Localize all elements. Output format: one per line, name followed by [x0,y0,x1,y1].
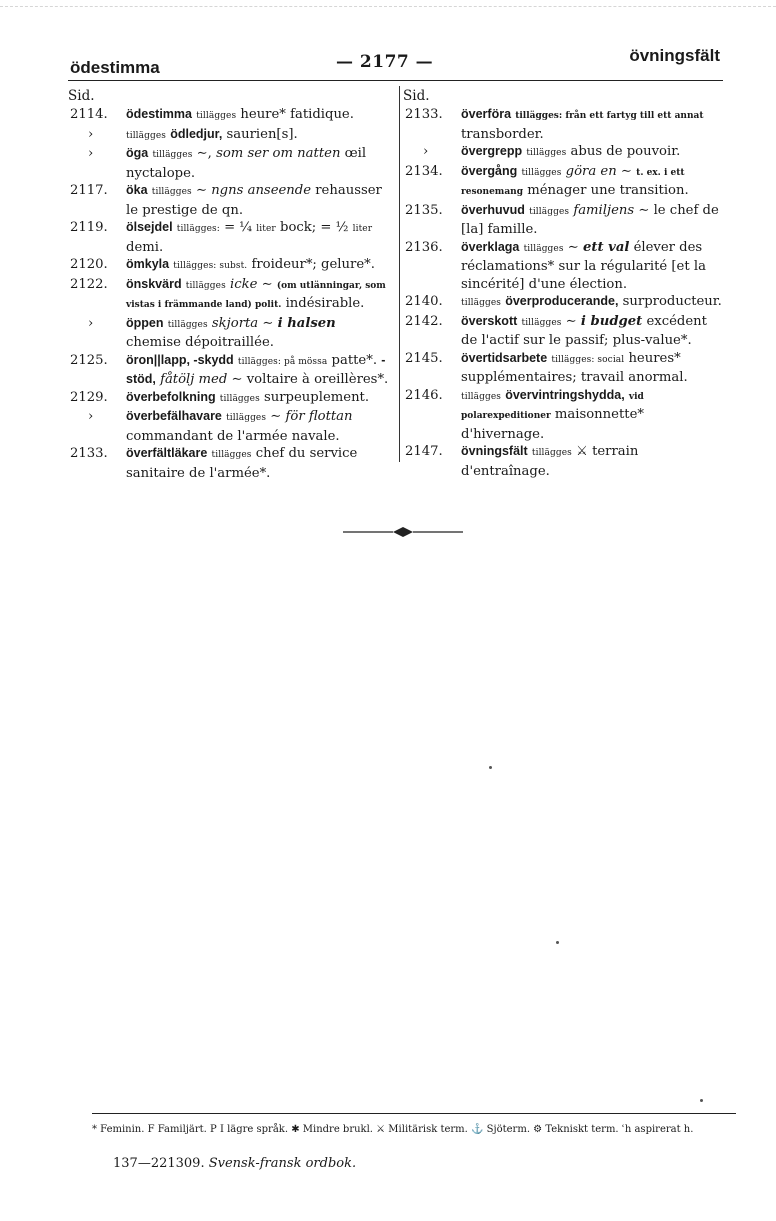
entry-page-number: › [423,144,429,159]
entry-text: överklaga tillägges ∼ ett val élever des réclamations* sur la régularité [et la sincérité] d'une élection. [461,239,706,292]
entry-text: öron||lapp, -skydd tillägges: på mössa patte*. -stöd, fåtölj med ∼ voltaire à oreillères*. [126,352,389,387]
entry-text: tillägges ödledjur, saurien[s]. [126,126,298,142]
speck [556,941,559,944]
imprint [113,1156,356,1171]
entry-page-number: 2146. [405,387,443,403]
column-divider [399,86,400,462]
entry-text: önskvärd tillägges icke ∼ (om utlänningar, som vistas i främmande land) polit. indésirable. [126,276,386,311]
speck [489,766,492,769]
entry-text: ömkyla tillägges: subst. froideur*; gelure*. [126,257,375,272]
entry-text: övningsfält tillägges ⚔ terrain d'entraînage. [461,444,639,479]
entry-page-number: 2147. [405,444,443,459]
dictionary-entry [68,315,394,352]
running-head-left: ödestimma [70,58,160,77]
entry-page-number: › [88,126,94,142]
footer-rule [92,1113,736,1114]
sid-label: Sid. [68,88,95,104]
entry-page-number: 2125. [70,352,108,368]
running-head-right: övningsfält [629,46,720,65]
entry-text: ödestimma tillägges heure* fatidique. [126,107,354,122]
entry-page-number: 2133. [70,446,108,461]
entry-page-number: 2134. [405,163,443,179]
entry-page-number: 2129. [70,389,108,405]
left-entry-list [68,106,394,482]
dictionary-entry [403,313,725,350]
dictionary-entry [68,219,394,256]
entry-text: tillägges överproducerande, surproducteur. [461,294,722,309]
entry-page-number: 2142. [405,313,443,329]
header-rule [68,80,723,81]
speck [700,1099,703,1102]
dictionary-entry [68,256,394,276]
entry-text: övergång tillägges göra en ∼ t. ex. i ett resonemang ménager une transition. [461,163,689,198]
dictionary-entry [403,202,725,239]
dictionary-entry [68,145,394,182]
dictionary-entry [403,293,725,313]
entry-page-number: 2145. [405,350,443,366]
entry-page-number: 2119. [70,220,108,235]
right-column [403,88,725,480]
dictionary-entry [68,126,394,146]
dictionary-entry [68,106,394,126]
entry-text: övergrepp tillägges abus de pouvoir. [461,144,681,159]
entry-page-number: › [88,409,94,424]
entry-text: överhuvud tillägges familjens ∼ le chef de [la] famille. [461,202,719,237]
entry-page-number: 2133. [405,107,443,122]
dictionary-entry [68,276,394,315]
entry-text: överskott tillägges ∼ i budget excédent de l'actif sur le passif; plus-value*. [461,313,707,348]
scan-edge-line [0,6,776,7]
entry-text: öka tillägges ∼ ngns anseende rehausser le prestige de qn. [126,183,382,218]
dictionary-entry [403,163,725,202]
entry-text: överbefolkning tillägges surpeuplement. [126,389,370,405]
entry-page-number: 2122. [70,276,108,292]
entry-text: tillägges övervintringshydda, vid polarexpeditioner maisonnette* d'hivernage. [461,387,644,442]
imprint-number: 137—221309. [113,1156,205,1171]
page-number: — 2177 — [336,52,434,72]
entry-page-number: 2120. [70,257,108,272]
entry-text: överfältläkare tillägges chef du service sanitaire de l'armée*. [126,446,358,481]
entry-text: övertidsarbete tillägges: social heures* supplémentaires; travail anormal. [461,350,688,385]
entry-page-number: 2136. [405,239,443,255]
entry-page-number: › [88,146,94,161]
sid-label: Sid. [403,88,430,104]
entry-page-number: 2140. [405,294,443,309]
dictionary-entry [403,239,725,294]
entry-text: ölsejdel tillägges: = ¼ liter bock; = ½ liter demi. [126,220,373,255]
entry-text: öppen tillägges skjorta ∼ i halsen chemise dépoitraillée. [126,315,336,350]
abbreviation-legend: * Feminin. F Familjärt. P I lägre språk. ✱ Mindre brukl. ⚔ Militärisk term. ⚓ Sjöterm. ⚙ Tekniskt term. ʿh aspirerat h. [92,1124,694,1135]
dictionary-entry [68,445,394,482]
entry-text: överföra tillägges: från ett fartyg till ett annat transborder. [461,107,704,142]
dictionary-entry [403,106,725,143]
entry-page-number: › [88,315,94,331]
dictionary-entry [403,143,725,163]
entry-text: öga tillägges ∼, som ser om natten œil nyctalope. [126,146,367,181]
ornament-divider [343,526,463,538]
dictionary-entry [68,352,394,389]
entry-page-number: 2135. [405,202,443,218]
imprint-title: Svensk-fransk ordbok. [208,1156,357,1171]
dictionary-entry [403,443,725,480]
entry-text: överbefälhavare tillägges ∼ för flottan commandant de l'armée navale. [126,409,353,444]
left-column [68,88,394,482]
right-entry-list [403,106,725,480]
entry-page-number: 2117. [70,183,108,198]
dictionary-entry [403,387,725,444]
dictionary-entry [68,182,394,219]
dictionary-entry [68,408,394,445]
entry-page-number: 2114. [70,107,108,122]
dictionary-entry [403,350,725,387]
dictionary-entry [68,389,394,409]
